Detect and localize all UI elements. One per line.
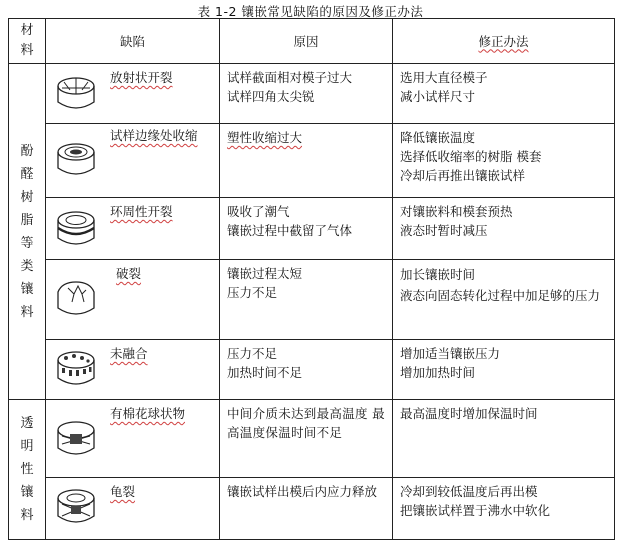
header-material: 材料 [9, 19, 46, 64]
category-label: 酚醛树脂等类镶料 [20, 143, 34, 320]
table-row [9, 400, 615, 478]
header-row [9, 19, 615, 64]
remedy-cell: 冷却到较低温度后再出模 把镶嵌试样置于沸水中软化 [393, 478, 615, 540]
defect-cell: 未融合 [46, 340, 220, 400]
remedy-cell: 加长镶嵌时间 液态向固态转化过程中加足够的压力 [393, 260, 615, 340]
table-row [9, 124, 615, 198]
defect-table [8, 18, 615, 540]
unfused-icon [54, 348, 98, 392]
cause-cell: 镶嵌试样出模后内应力释放 [220, 478, 393, 540]
cause-cell: 压力不足 加热时间不足 [220, 340, 393, 400]
cause-cell: 镶嵌过程太短 压力不足 [220, 260, 393, 340]
defect-cell: 环周性开裂 [46, 198, 220, 260]
cause-cell: 试样截面相对模子过大 试样四角太尖锐 [220, 64, 393, 124]
defect-cell: 放射状开裂 [46, 64, 220, 124]
cause-cell: 塑性收缩过大 [220, 124, 393, 198]
defect-cell: 有棉花球状物 [46, 400, 220, 478]
defect-cell: 试样边缘处收缩 [46, 124, 220, 198]
table-row [9, 260, 615, 340]
category-label: 透明性镶料 [20, 416, 34, 523]
defect-cell: 龟裂 [46, 478, 220, 540]
remedy-cell: 最高温度时增加保温时间 [393, 400, 615, 478]
cotton-ball-icon [54, 418, 98, 462]
header-defect: 缺陷 [46, 19, 220, 64]
table-row [9, 478, 615, 540]
table-title: 表 1-2 镶嵌常见缺陷的原因及修正办法 [197, 4, 424, 19]
edge-shrink-icon [54, 140, 98, 182]
header-remedy: 修正办法 [393, 19, 615, 64]
cause-cell: 吸收了潮气 镶嵌过程中截留了气体 [220, 198, 393, 260]
cause-cell: 中间介质未达到最高温度 最高温度保温时间不足 [220, 400, 393, 478]
header-cause: 原因 [220, 19, 393, 64]
ring-crack-icon [54, 208, 98, 252]
category-transparent [9, 400, 46, 540]
table-row [9, 64, 615, 124]
remedy-cell: 增加适当镶嵌压力 增加加热时间 [393, 340, 615, 400]
radial-crack-icon [54, 74, 98, 114]
remedy-cell: 对镶嵌料和模套预热 液态时暂时减压 [393, 198, 615, 260]
fracture-icon [54, 278, 98, 322]
table-row [9, 198, 615, 260]
remedy-cell: 选用大直径模子 减小试样尺寸 [393, 64, 615, 124]
table-row [9, 340, 615, 400]
category-phenolic [9, 64, 46, 400]
defect-cell: 破裂 [46, 260, 220, 340]
crazing-icon [54, 486, 98, 530]
remedy-cell: 降低镶嵌温度 选择低收缩率的树脂 模套 冷却后再推出镶嵌试样 [393, 124, 615, 198]
